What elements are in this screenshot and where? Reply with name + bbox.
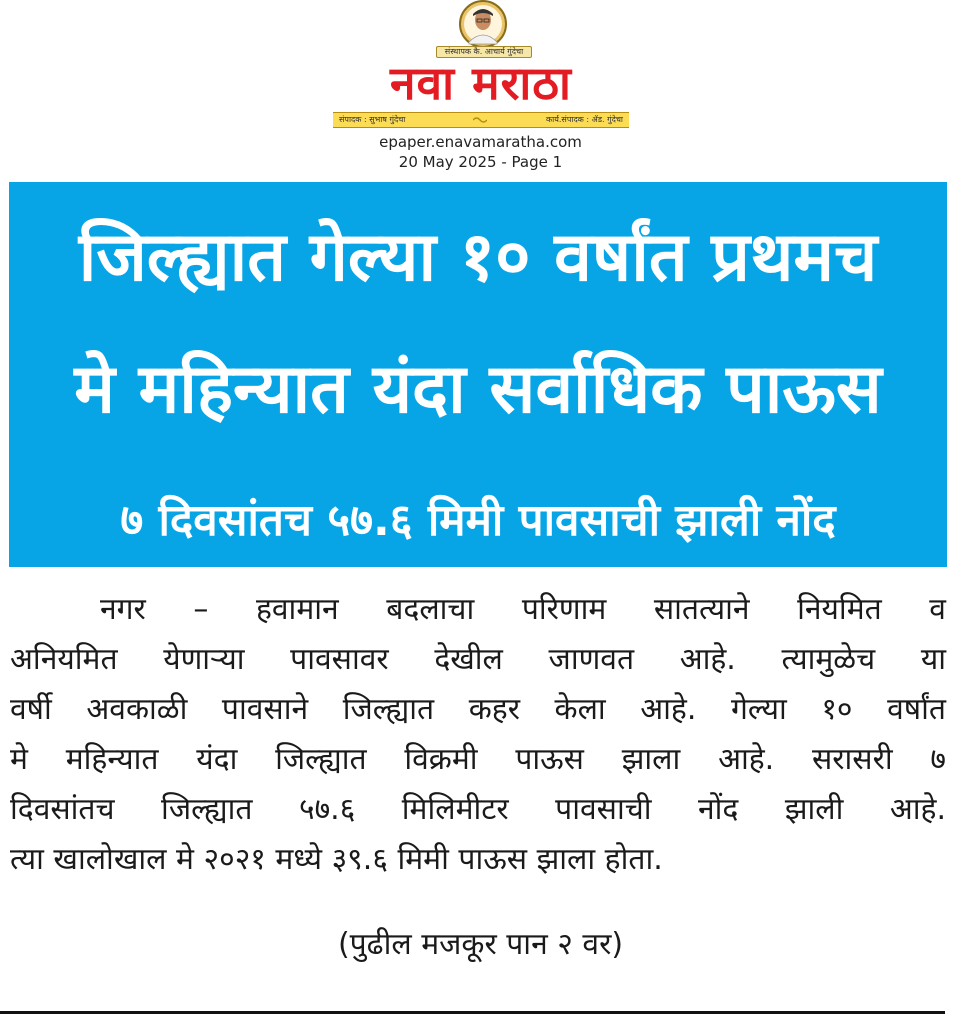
editor-strip (333, 112, 629, 128)
article-line-1: नगर – हवामान बदलाचा परिणाम सातत्याने नियमित व (100, 592, 946, 627)
subheadline: ७ दिवसांतच ५७.६ मिमी पावसाची झाली नोंद (120, 495, 836, 546)
article-line-4: मे महिन्यात यंदा जिल्ह्यात विक्रमी पाऊस झाला आहे. सरासरी ७ (10, 742, 946, 777)
working-editor-name: कार्य.संपादक : ॲड. गुंदेचा (546, 115, 623, 124)
founder-caption: संस्थापक कै. आचार्य गुंदेचा (436, 46, 532, 58)
editor-name: संपादक : सुभाष गुंदेचा (339, 115, 406, 124)
headline-line-2: मे महिन्यात यंदा सर्वाधिक पाऊस (74, 350, 882, 429)
headline-banner (9, 182, 947, 567)
newspaper-logo: नवा मराठा (390, 56, 572, 110)
article-line-2: अनियमित येणाऱ्या पावसावर देखील जाणवत आहे. त्यामुळेच या (10, 642, 946, 677)
source-url: epaper.enavamaratha.com (379, 133, 582, 151)
wave-ornament-icon (473, 116, 487, 124)
headline-line-1: जिल्ह्यात गेल्या १० वर्षांत प्रथमच (78, 218, 878, 297)
article-line-6: त्या खालोखाल मे २०२१ मध्ये ३९.६ मिमी पाऊस झाला होता. (10, 842, 663, 877)
article-line-3: वर्षी अवकाळी पावसाने जिल्ह्यात कहर केला आहे. गेल्या १० वर्षांत (10, 692, 946, 727)
bottom-divider (0, 1011, 945, 1014)
date-page: 20 May 2025 - Page 1 (398, 153, 563, 171)
continued-note: (पुढील मजकूर पान २ वर) (337, 927, 624, 962)
article-line-5: दिवसांतच जिल्ह्यात ५७.६ मिलिमीटर पावसाची नोंद झाली आहे. (10, 792, 946, 827)
